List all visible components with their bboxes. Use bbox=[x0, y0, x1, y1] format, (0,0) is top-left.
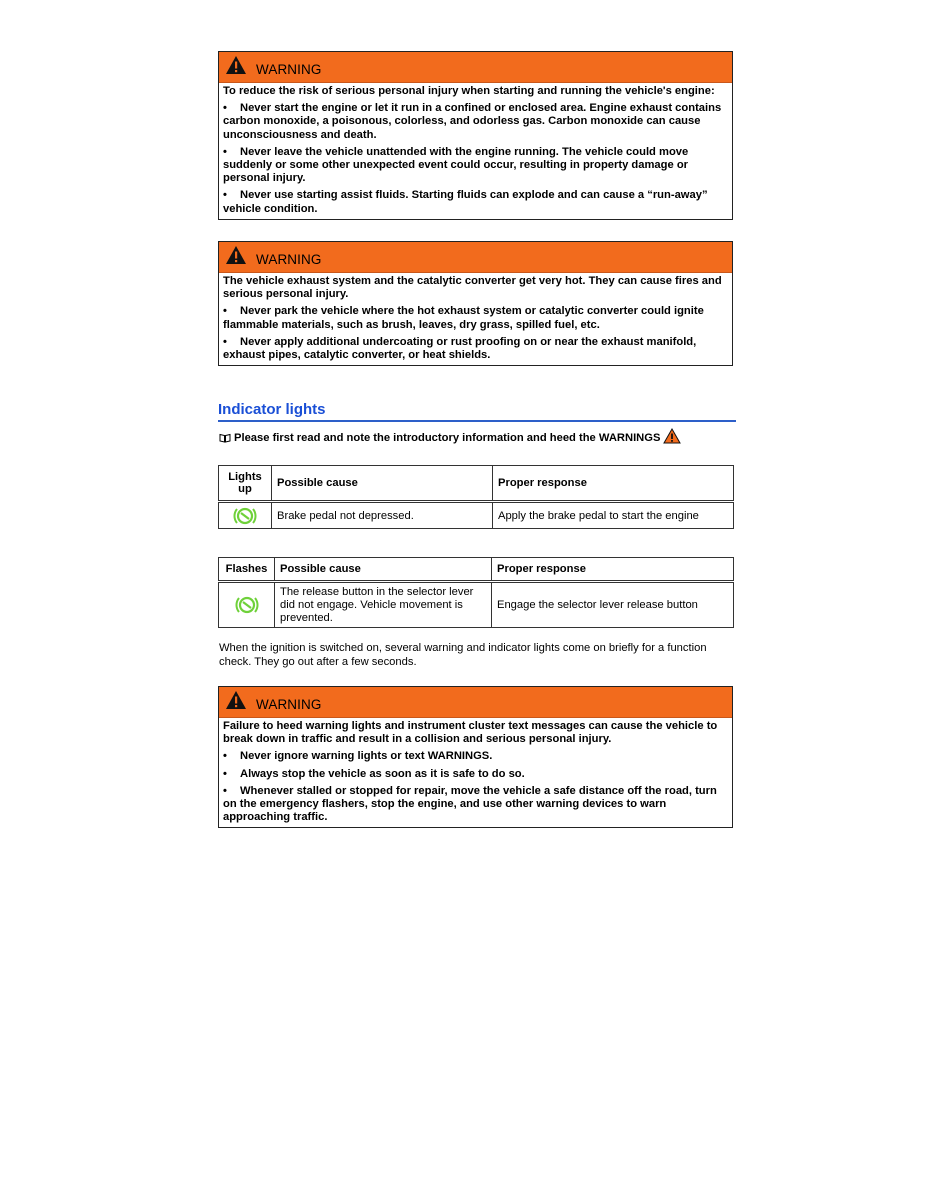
table-row bbox=[219, 582, 734, 628]
table-cell-cause: The release button in the selector lever did not engage. Vehicle movement is prevented. bbox=[275, 582, 492, 628]
table-header-cell: Proper response bbox=[492, 558, 734, 582]
warning-label: WARNING bbox=[256, 62, 322, 77]
warning-label: WARNING bbox=[256, 697, 322, 712]
table-cell-response: Apply the brake pedal to start the engine bbox=[493, 502, 734, 529]
warning-intro: Failure to heed warning lights and instrument cluster text messages can cause the vehicle to break down in traffic and result in a collision and serious personal injury. bbox=[223, 720, 718, 746]
warning-intro: The vehicle exhaust system and the catalytic converter get very hot. They can cause fires and serious personal injury. bbox=[223, 275, 722, 301]
warning-triangle-icon bbox=[225, 690, 247, 710]
warning-item: • Never apply additional undercoating or rust proofing on or near the exhaust manifold, exhaust pipes, catalytic converter, or heat shields. bbox=[223, 335, 697, 362]
body-paragraph: When the ignition is switched on, several warning and indicator lights come on briefly for a function check. They go out after a few seconds. bbox=[219, 642, 707, 668]
warning-box-exhaust bbox=[218, 241, 733, 366]
warning-box-engine bbox=[218, 51, 733, 220]
table-header-cell: Proper response bbox=[493, 466, 734, 502]
brake-pedal-indicator-icon bbox=[235, 595, 259, 615]
indicator-table-flashes bbox=[218, 557, 734, 628]
table-header-cell: Possible cause bbox=[272, 466, 493, 502]
warning-header bbox=[219, 242, 732, 273]
table-header-cell: Possible cause bbox=[275, 558, 492, 582]
warning-item: • Never leave the vehicle unattended with the engine running. The vehicle could move suddenly or some other unexpected event could occur, resulting in property damage or personal injury. bbox=[223, 145, 689, 185]
section-intro bbox=[219, 432, 681, 444]
warning-item: • Never park the vehicle where the hot exhaust system or catalytic converter could ignite flammable materials, such as brush, leaves, dry grass, spilled fuel, etc. bbox=[223, 305, 704, 331]
warning-header bbox=[219, 687, 732, 718]
warning-triangle-icon bbox=[663, 428, 681, 444]
brake-pedal-indicator-icon bbox=[233, 506, 257, 526]
section-intro-text: Please first read and note the introductory information and heed the WARNINGS bbox=[234, 432, 661, 444]
table-header-row bbox=[219, 466, 734, 502]
table-header-cell: Lights up bbox=[219, 466, 272, 502]
warning-item: • Never ignore warning lights or text WARNINGS. bbox=[223, 750, 493, 763]
warning-item: • Never use starting assist fluids. Starting fluids can explode and can cause a “run-away” vehicle condition. bbox=[223, 189, 708, 215]
table-cell-icon bbox=[219, 582, 275, 628]
warning-item: • Never start the engine or let it run in a confined or enclosed area. Engine exhaust contains carbon monoxide, a poisonous, colorless, and odorless gas. Carbon monoxide can cause unconsciousness and death. bbox=[223, 102, 722, 141]
table-header-cell: Flashes bbox=[219, 558, 275, 582]
warning-header bbox=[219, 52, 732, 83]
section-divider bbox=[218, 420, 736, 422]
warning-intro: To reduce the risk of serious personal injury when starting and running the vehicle's engine: bbox=[223, 85, 715, 97]
warning-box-lights bbox=[218, 686, 733, 828]
table-cell-cause: Brake pedal not depressed. bbox=[272, 502, 493, 529]
warning-body bbox=[219, 83, 732, 219]
table-cell-response: Engage the selector lever release button bbox=[492, 582, 734, 628]
book-icon bbox=[219, 433, 231, 443]
warning-triangle-icon bbox=[225, 55, 247, 75]
warning-body bbox=[219, 273, 732, 365]
warning-item: • Always stop the vehicle as soon as it is safe to do so. bbox=[223, 767, 525, 780]
warning-triangle-icon bbox=[225, 245, 247, 265]
table-row bbox=[219, 502, 734, 529]
warning-item: • Whenever stalled or stopped for repair, move the vehicle a safe distance off the road, turn on the emergency flashers, stop the engine, and use other warning devices to warn approaching traffic. bbox=[223, 784, 717, 824]
table-header-row bbox=[219, 558, 734, 582]
warning-body bbox=[219, 718, 732, 827]
section-title: Indicator lights bbox=[218, 401, 326, 418]
warning-label: WARNING bbox=[256, 252, 322, 267]
indicator-table-lights-up bbox=[218, 465, 734, 529]
table-cell-icon bbox=[219, 502, 272, 529]
